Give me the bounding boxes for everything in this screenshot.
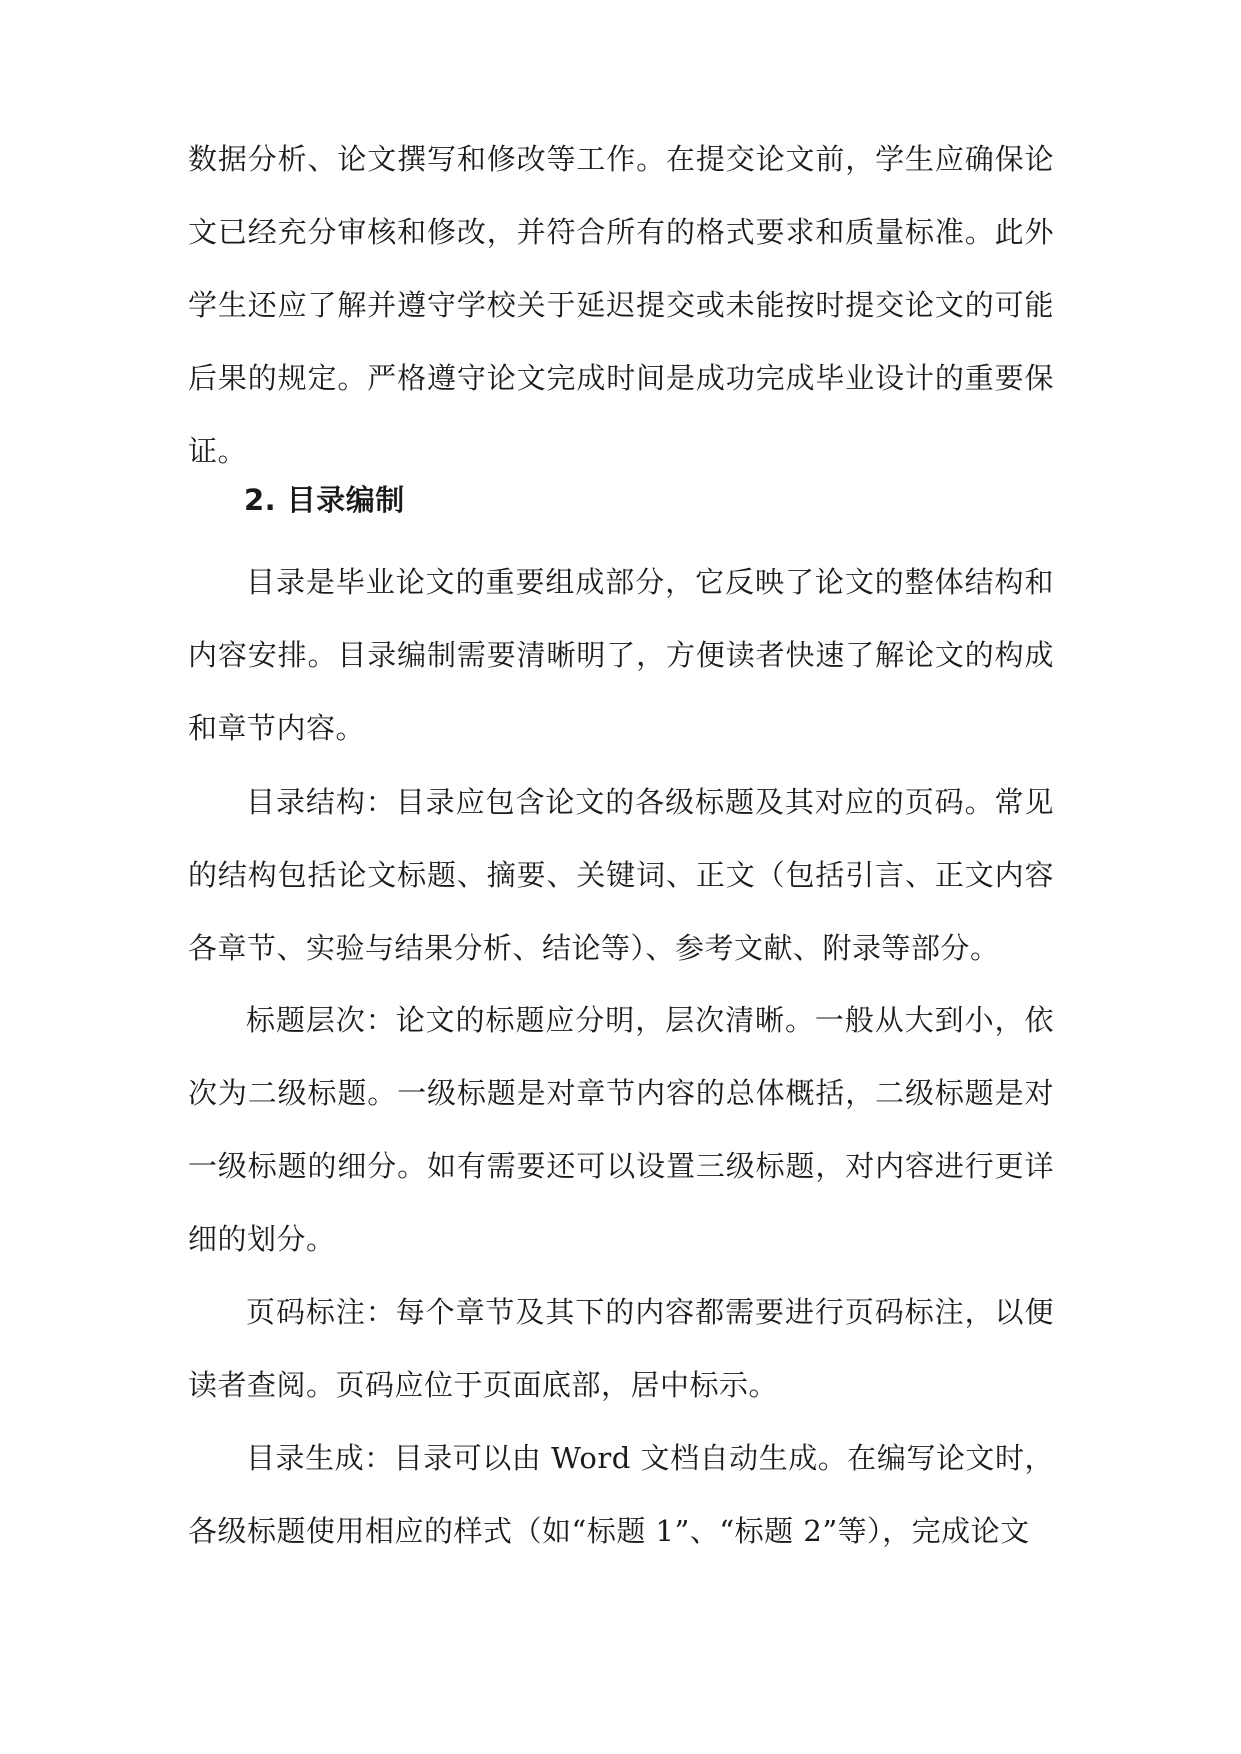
paragraph-toc-intro: 目录是毕业论文的重要组成部分，它反映了论文的整体结构和内容安排。目录编制需要清晰明了，方便读者快速了解论文的构成和章节内容。	[188, 565, 1054, 745]
section-heading: 2. 目录编制	[244, 483, 405, 517]
paragraph-toc-generation: 目录生成：目录可以由 Word 文档自动生成。在编写论文时，各级标题使用相应的样式（如“标题 1”、“标题 2”等），完成论文	[188, 1441, 1054, 1548]
paragraph-page-numbering: 页码标注：每个章节及其下的内容都需要进行页码标注，以便读者查阅。页码应位于页面底部，居中标示。	[188, 1295, 1054, 1402]
paragraph-continuation: 数据分析、论文撰写和修改等工作。在提交论文前，学生应确保论文已经充分审核和修改，并符合所有的格式要求和质量标准。此外学生还应了解并遵守学校关于延迟提交或未能按时提交论文的可能后果的规定。严格遵守论文完成时间是成功完成毕业设计的重要保证。	[188, 142, 1054, 468]
paragraph-toc-structure: 目录结构：目录应包含论文的各级标题及其对应的页码。常见的结构包括论文标题、摘要、关键词、正文（包括引言、正文内容各章节、实验与结果分析、结论等）、参考文献、附录等部分。	[188, 785, 1054, 965]
paragraph-heading-levels: 标题层次：论文的标题应分明，层次清晰。一般从大到小，依次为二级标题。一级标题是对章节内容的总体概括，二级标题是对一级标题的细分。如有需要还可以设置三级标题，对内容进行更详细的划分。	[188, 1003, 1054, 1256]
